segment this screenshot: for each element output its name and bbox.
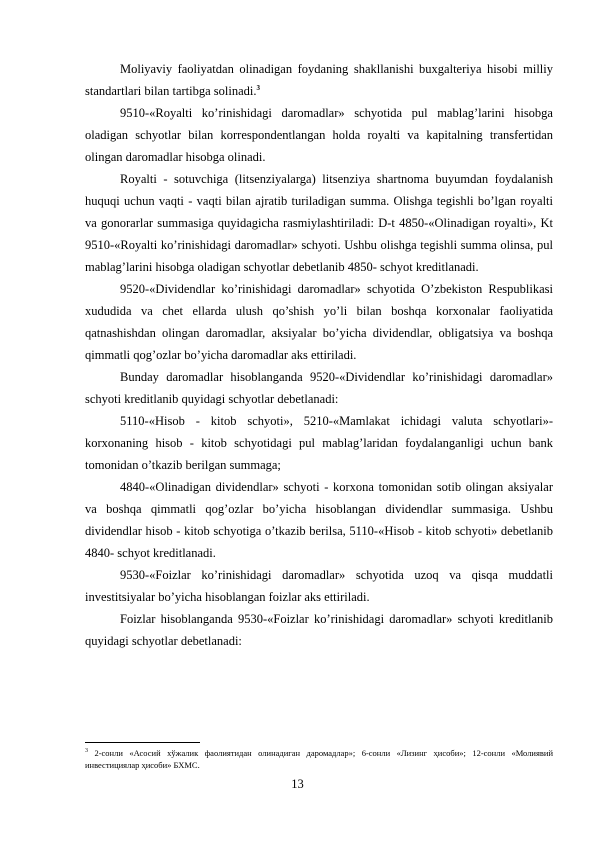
footnote-text: 2-сонли «Асосий хўжалик фаолиятидан олинадиган даромадлар»; 6-сонли «Лизинг ҳисоби»; 12-сонли «Молиявий инвестициялар ҳисоби» БХМС. [85,748,554,770]
paragraph-2: 9510-«Royalti ko’rinishidagi daromadlar» schyotida pul mablag’larini hisobga oladigan schyotlar bilan korrespondentlangan holda royalti va kapitalning transfertidan olingan daromadlar hisobga olinadi. [85,106,553,164]
footnote-separator [85,742,200,743]
paragraph-1-text: Moliyaviy faoliyatdan olinadigan foydaning shakllanishi buxgalteriya hisobi milliy standartlari bilan tartibga solinadi. [85,62,553,98]
paragraph-6: 5110-«Hisob - kitob schyoti», 5210-«Mamlakat ichidagi valuta schyotlari»- korxonaning hisob - kitob schyotidagi pul mablag’laridan foydalanganligi uchun bank tomonidan o’tkazib berilgan summaga; [85,414,553,472]
footnote-marker: 3 [85,748,88,755]
paragraph-4: 9520-«Dividendlar ko’rinishidagi daromadlar» schyotida O’zbekiston Respublikasi xududida va chet ellarda ulush qo’shish yo’li bilan boshqa korxonalar faoliyatida qatnashishdan olingan daromadlar, aksiyalar bo’yicha dividendlar, obligatsiya va boshqa qimmatli qog’ozlar bo’yicha daromadlar aks ettiriladi. [85,282,553,362]
page-number: 13 [291,777,304,791]
paragraph-3: Royalti - sotuvchiga (litsenziyalarga) litsenziya shartnoma buyumdan foydalanish huquqi uchun vaqti - vaqti bilan ajratib turiladigan summa. Olishga tegishli bo’lgan royalti va gonorarlar summasiga quyidagicha rasmiylashtiriladi: D-t 4850-«Olinadigan royalti», Kt 9510-«Royalti ko’rinishidagi daromadlar» schyoti. Ushbu olishga tegishli summa olinsa, pul mablag’larini hisobga oladigan schyotlar debetlanib 4850- schyot kreditlanadi. [85,172,553,274]
paragraph-7: 4840-«Olinadigan dividendlar» schyoti - korxona tomonidan sotib olingan aksiyalar va boshqa qimmatli qog’ozlar bo’yicha hisoblangan dividendlar summasiga. Ushbu dividendlar hisob - kitob schyotiga o’tkazib berilsa, 5110-«Hisob - kitob schyoti» debetlanib 4840- schyot kreditlanadi. [85,480,553,560]
document-body [85,58,553,652]
paragraph-1 [85,58,553,102]
footnote [85,747,553,771]
paragraph-9: Foizlar hisoblanganda 9530-«Foizlar ko’rinishidagi daromadlar» schyoti kreditlanib quyidagi schyotlar debetlanadi: [85,612,553,648]
paragraph-8: 9530-«Foizlar ko’rinishidagi daromadlar» schyotida uzoq va qisqa muddatli investitsiyalar bo’yicha hisoblangan foizlar aks ettiriladi. [85,568,553,604]
footnote-reference: 3 [256,83,260,92]
paragraph-5: Bunday daromadlar hisoblanganda 9520-«Dividendlar ko’rinishidagi daromadlar» schyoti kreditlanib quyidagi schyotlar debetlanadi: [85,370,553,406]
